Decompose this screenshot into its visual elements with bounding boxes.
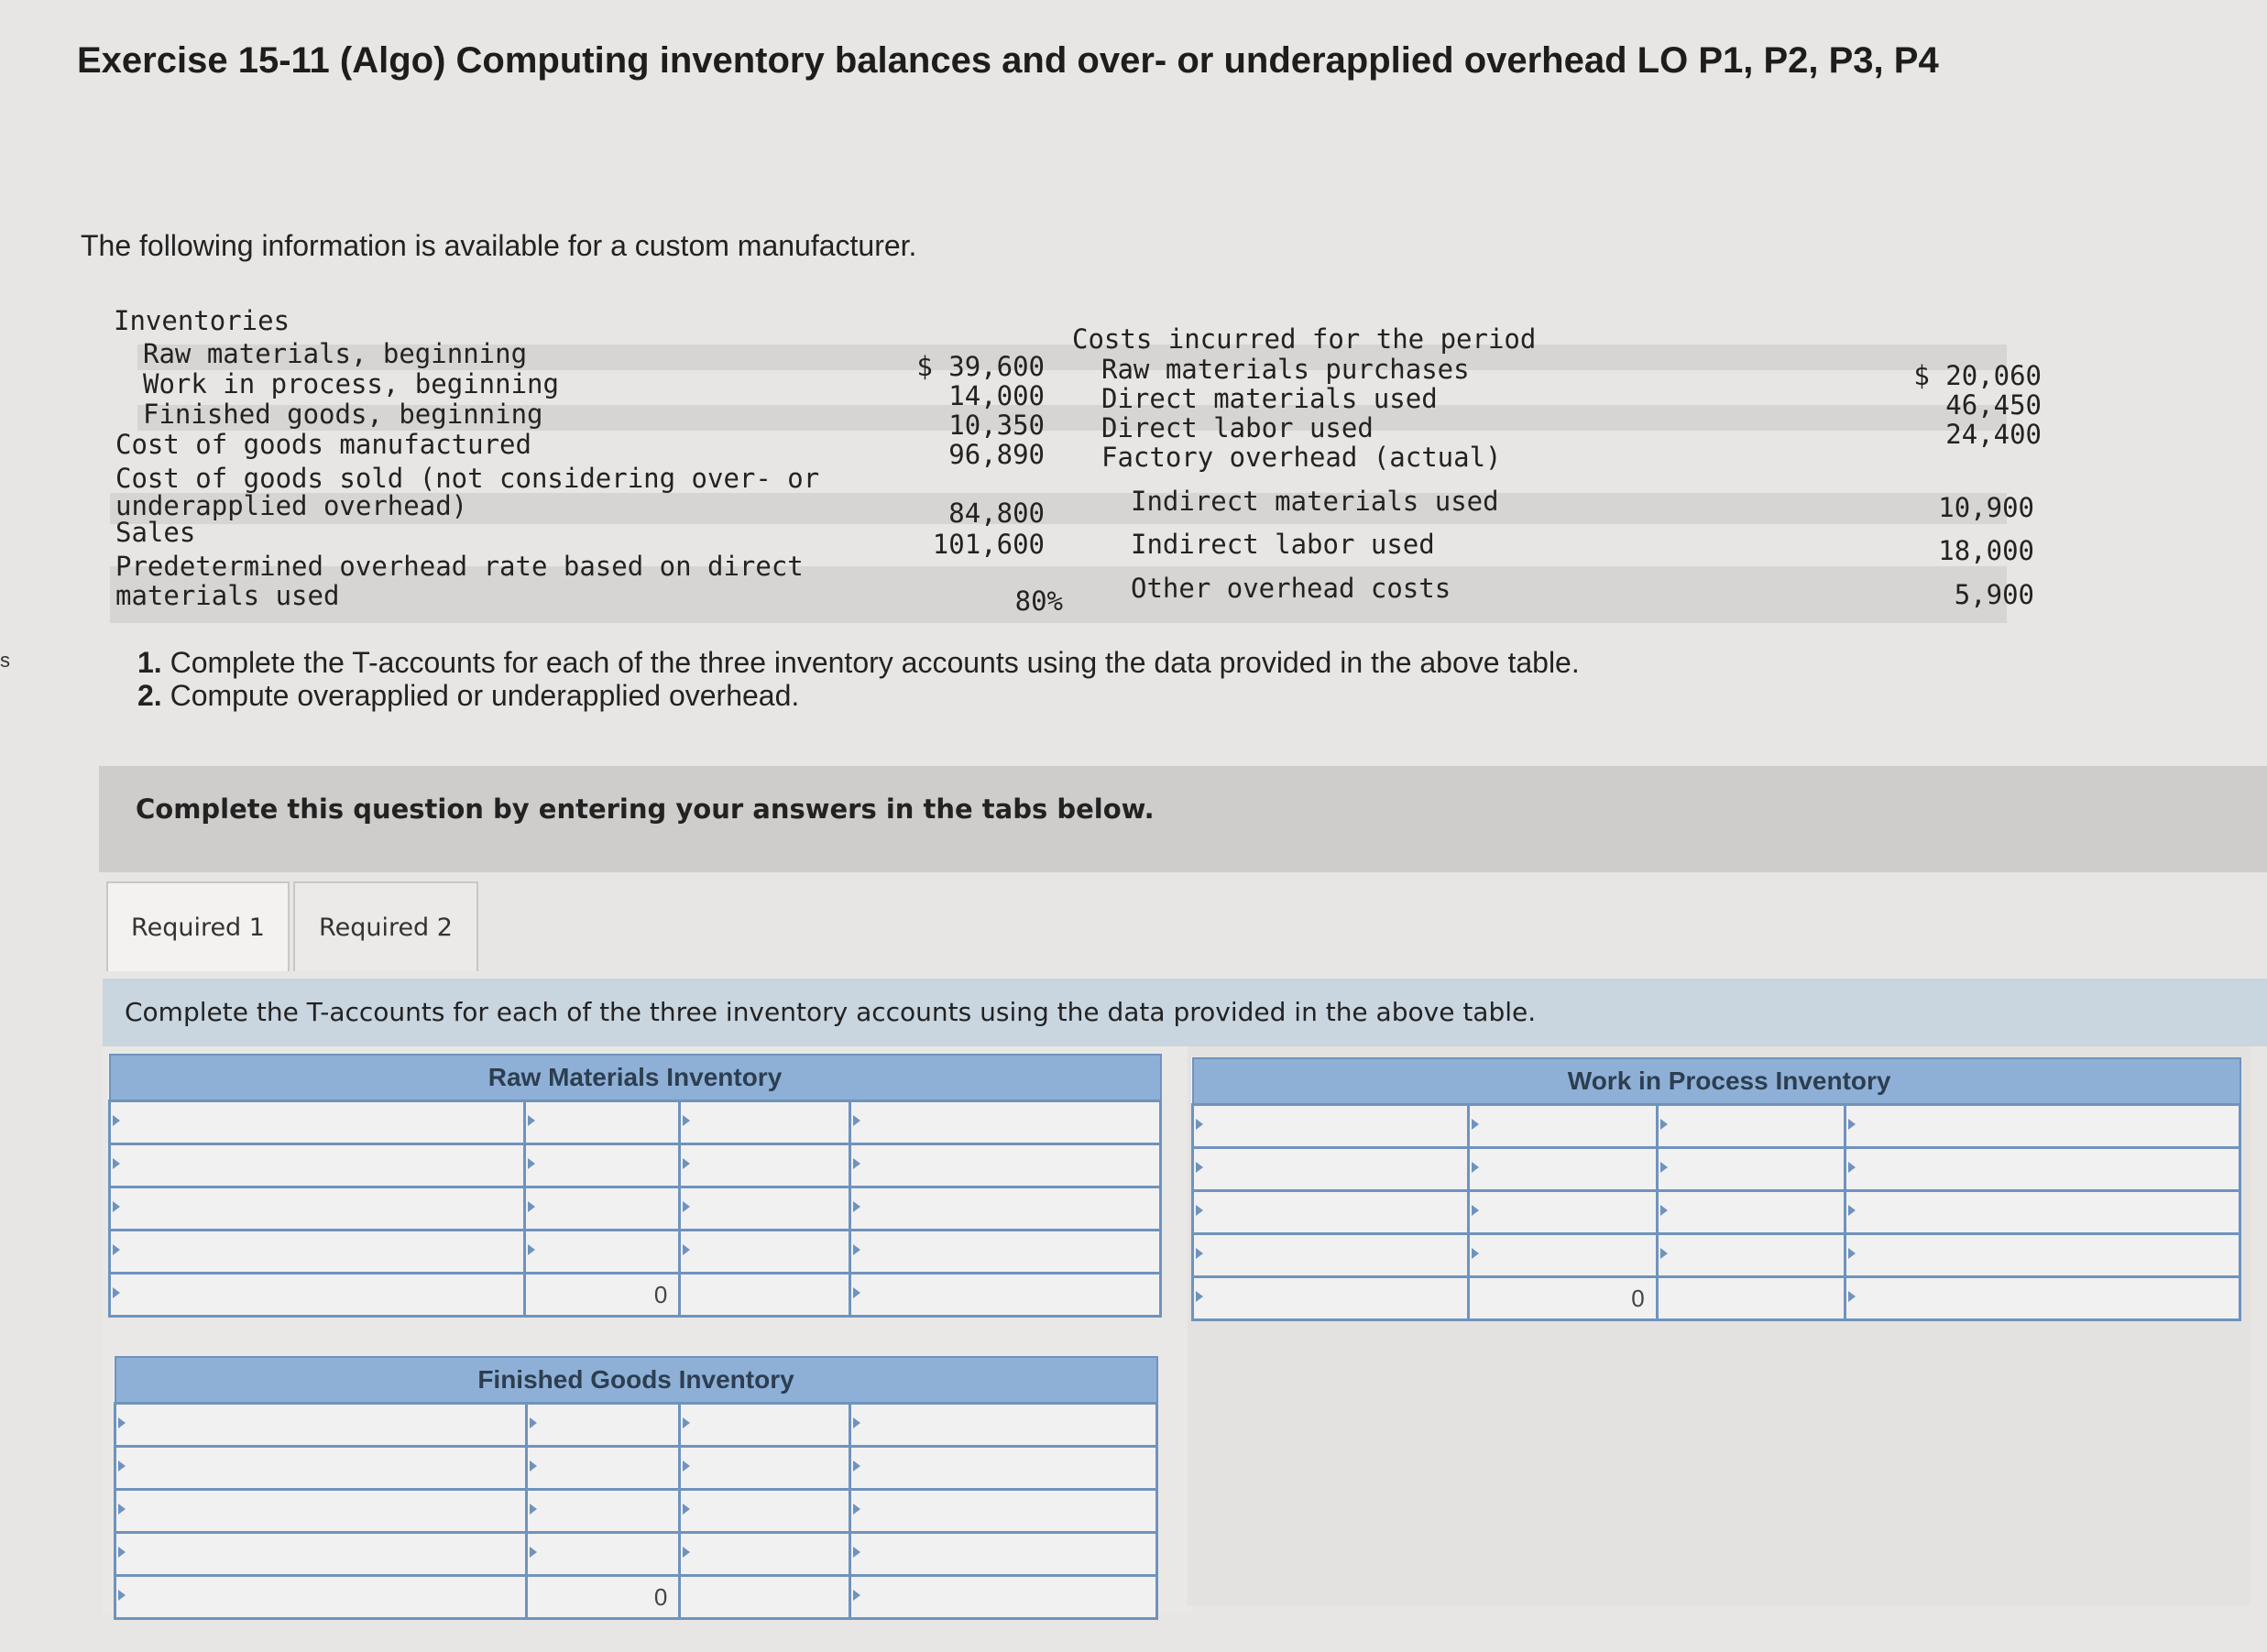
debit-amount-input[interactable] bbox=[524, 1101, 680, 1144]
inv-value-rate: 80% bbox=[1014, 585, 1063, 617]
question-2 bbox=[137, 679, 1580, 712]
table-row bbox=[115, 1533, 1157, 1576]
intro-text: The following information is available for a custom manufacturer. bbox=[81, 229, 917, 262]
total-spacer bbox=[1657, 1277, 1845, 1320]
question-2-text: Compute overapplied or underapplied overhead. bbox=[170, 679, 800, 712]
cost-label-dm-used: Direct materials used bbox=[1101, 383, 1438, 414]
debit-label-input[interactable] bbox=[1193, 1105, 1469, 1148]
inv-label-wip: Work in process, beginning bbox=[143, 368, 559, 399]
cost-label-indirect-materials: Indirect materials used bbox=[1131, 486, 1499, 517]
credit-label-input[interactable] bbox=[1845, 1191, 2240, 1234]
cost-value-indirect-materials: 10,900 bbox=[1938, 492, 2034, 523]
table-row bbox=[1193, 1234, 2240, 1277]
inv-label-sales: Sales bbox=[115, 517, 196, 548]
inv-label-cogs: Cost of goods sold (not considering over- or bbox=[115, 463, 820, 494]
raw-materials-title: Raw Materials Inventory bbox=[110, 1055, 1161, 1101]
debit-label-input[interactable] bbox=[115, 1447, 527, 1490]
question-list bbox=[137, 646, 1580, 712]
credit-amount-input[interactable] bbox=[680, 1144, 850, 1187]
cost-label-rm-purchases: Raw materials purchases bbox=[1101, 354, 1470, 385]
total-label-input[interactable] bbox=[115, 1576, 527, 1619]
cost-label-dl-used: Direct labor used bbox=[1101, 412, 1374, 443]
debit-amount-input[interactable] bbox=[524, 1144, 680, 1187]
total-spacer bbox=[680, 1274, 850, 1317]
inv-label-raw: Raw materials, beginning bbox=[143, 338, 528, 369]
debit-amount-input[interactable] bbox=[524, 1187, 680, 1231]
debit-label-input[interactable] bbox=[110, 1144, 525, 1187]
total-credit-input[interactable] bbox=[849, 1576, 1156, 1619]
instructions-banner bbox=[99, 766, 2267, 872]
credit-label-input[interactable] bbox=[849, 1404, 1156, 1447]
debit-amount-input[interactable] bbox=[1469, 1234, 1658, 1277]
debit-amount-input[interactable] bbox=[526, 1404, 680, 1447]
sidebar-edge-mark: s bbox=[0, 649, 10, 672]
total-row bbox=[110, 1274, 1161, 1317]
credit-label-input[interactable] bbox=[849, 1231, 1160, 1274]
question-1-text: Complete the T-accounts for each of the three inventory accounts using the data provided in the above table. bbox=[170, 646, 1580, 679]
exercise-title: Exercise 15-11 (Algo) Computing inventory balances and over- or underapplied overhead LO P1, P2, P3, P4 bbox=[77, 40, 1939, 81]
credit-amount-input[interactable] bbox=[680, 1231, 850, 1274]
cost-value-other-overhead: 5,900 bbox=[1954, 579, 2034, 610]
work-in-process-title: Work in Process Inventory bbox=[1193, 1058, 2240, 1105]
costs-heading: Costs incurred for the period bbox=[1072, 323, 1537, 355]
table-row bbox=[1193, 1148, 2240, 1191]
total-row bbox=[1193, 1277, 2240, 1320]
credit-amount-input[interactable] bbox=[1657, 1148, 1845, 1191]
total-credit-input[interactable] bbox=[849, 1274, 1160, 1317]
inv-value-cogs: 84,800 bbox=[948, 498, 1045, 529]
debit-label-input[interactable] bbox=[115, 1404, 527, 1447]
cost-value-dl-used: 24,400 bbox=[1945, 419, 2042, 450]
inv-label-cogs-2: underapplied overhead) bbox=[115, 490, 468, 521]
debit-label-input[interactable] bbox=[110, 1101, 525, 1144]
total-credit-input[interactable] bbox=[1845, 1277, 2240, 1320]
credit-amount-input[interactable] bbox=[680, 1404, 850, 1447]
table-row bbox=[110, 1187, 1161, 1231]
inv-value-cogm: 96,890 bbox=[948, 439, 1045, 470]
total-row bbox=[115, 1576, 1157, 1619]
debit-label-input[interactable] bbox=[115, 1490, 527, 1533]
total-spacer bbox=[680, 1576, 850, 1619]
question-1 bbox=[137, 646, 1580, 679]
credit-label-input[interactable] bbox=[849, 1144, 1160, 1187]
debit-amount-input[interactable] bbox=[524, 1231, 680, 1274]
tab-required-2[interactable]: Required 2 bbox=[293, 881, 478, 971]
debit-label-input[interactable] bbox=[110, 1231, 525, 1274]
work-in-process-total: 0 bbox=[1469, 1277, 1658, 1320]
debit-amount-input[interactable] bbox=[1469, 1148, 1658, 1191]
cost-value-indirect-labor: 18,000 bbox=[1938, 535, 2034, 566]
debit-amount-input[interactable] bbox=[1469, 1105, 1658, 1148]
tab-instruction-bar bbox=[103, 979, 2267, 1046]
table-row bbox=[110, 1231, 1161, 1274]
credit-label-input[interactable] bbox=[849, 1533, 1156, 1576]
cost-label-factory-overhead: Factory overhead (actual) bbox=[1101, 442, 1502, 473]
cost-value-rm-purchases: $ 20,060 bbox=[1913, 360, 2042, 391]
debit-amount-input[interactable] bbox=[1469, 1191, 1658, 1234]
finished-goods-title: Finished Goods Inventory bbox=[115, 1357, 1157, 1404]
total-label-input[interactable] bbox=[1193, 1277, 1469, 1320]
inv-label-fg: Finished goods, beginning bbox=[143, 399, 543, 430]
credit-label-input[interactable] bbox=[1845, 1105, 2240, 1148]
credit-amount-input[interactable] bbox=[1657, 1191, 1845, 1234]
debit-label-input[interactable] bbox=[1193, 1191, 1469, 1234]
cost-label-other-overhead: Other overhead costs bbox=[1131, 573, 1451, 604]
credit-label-input[interactable] bbox=[849, 1187, 1160, 1231]
credit-amount-input[interactable] bbox=[1657, 1234, 1845, 1277]
inv-value-fg: 10,350 bbox=[948, 410, 1045, 441]
inv-label-cogm: Cost of goods manufactured bbox=[115, 429, 531, 460]
table-row bbox=[110, 1101, 1161, 1144]
credit-amount-input[interactable] bbox=[680, 1101, 850, 1144]
debit-label-input[interactable] bbox=[1193, 1148, 1469, 1191]
table-row bbox=[110, 1144, 1161, 1187]
table-row bbox=[115, 1447, 1157, 1490]
inv-label-rate: Predetermined overhead rate based on direct bbox=[115, 551, 804, 582]
inv-value-raw: $ 39,600 bbox=[916, 351, 1045, 382]
work-in-process-t-account bbox=[1191, 1057, 2241, 1321]
inventories-heading: Inventories bbox=[114, 305, 290, 336]
credit-label-input[interactable] bbox=[1845, 1234, 2240, 1277]
debit-label-input[interactable] bbox=[115, 1533, 527, 1576]
debit-label-input[interactable] bbox=[110, 1187, 525, 1231]
debit-amount-input[interactable] bbox=[526, 1447, 680, 1490]
credit-amount-input[interactable] bbox=[1657, 1105, 1845, 1148]
tab-required-1[interactable]: Required 1 bbox=[106, 881, 290, 971]
question-2-number: 2. bbox=[137, 679, 162, 712]
table-row bbox=[1193, 1191, 2240, 1234]
credit-label-input[interactable] bbox=[1845, 1148, 2240, 1191]
inv-value-sales: 101,600 bbox=[932, 529, 1045, 560]
finished-goods-total: 0 bbox=[526, 1576, 680, 1619]
raw-materials-t-account bbox=[108, 1054, 1162, 1318]
credit-label-input[interactable] bbox=[849, 1101, 1160, 1144]
credit-amount-input[interactable] bbox=[680, 1533, 850, 1576]
banner-text: Complete this question by entering your answers in the tabs below. bbox=[136, 793, 1155, 825]
table-row bbox=[115, 1490, 1157, 1533]
cost-value-dm-used: 46,450 bbox=[1945, 389, 2042, 421]
credit-amount-input[interactable] bbox=[680, 1447, 850, 1490]
debit-label-input[interactable] bbox=[1193, 1234, 1469, 1277]
credit-amount-input[interactable] bbox=[680, 1490, 850, 1533]
finished-goods-t-account bbox=[114, 1356, 1158, 1620]
table-row bbox=[115, 1404, 1157, 1447]
credit-amount-input[interactable] bbox=[680, 1187, 850, 1231]
tab-instruction-text: Complete the T-accounts for each of the three inventory accounts using the data provided in the above table. bbox=[125, 997, 1537, 1027]
credit-label-input[interactable] bbox=[849, 1447, 1156, 1490]
credit-label-input[interactable] bbox=[849, 1490, 1156, 1533]
inv-value-wip: 14,000 bbox=[948, 380, 1045, 411]
total-label-input[interactable] bbox=[110, 1274, 525, 1317]
question-1-number: 1. bbox=[137, 646, 162, 679]
debit-amount-input[interactable] bbox=[526, 1490, 680, 1533]
table-row bbox=[1193, 1105, 2240, 1148]
cost-label-indirect-labor: Indirect labor used bbox=[1131, 529, 1435, 560]
inv-label-rate-2: materials used bbox=[115, 580, 340, 611]
raw-materials-total: 0 bbox=[524, 1274, 680, 1317]
debit-amount-input[interactable] bbox=[526, 1533, 680, 1576]
